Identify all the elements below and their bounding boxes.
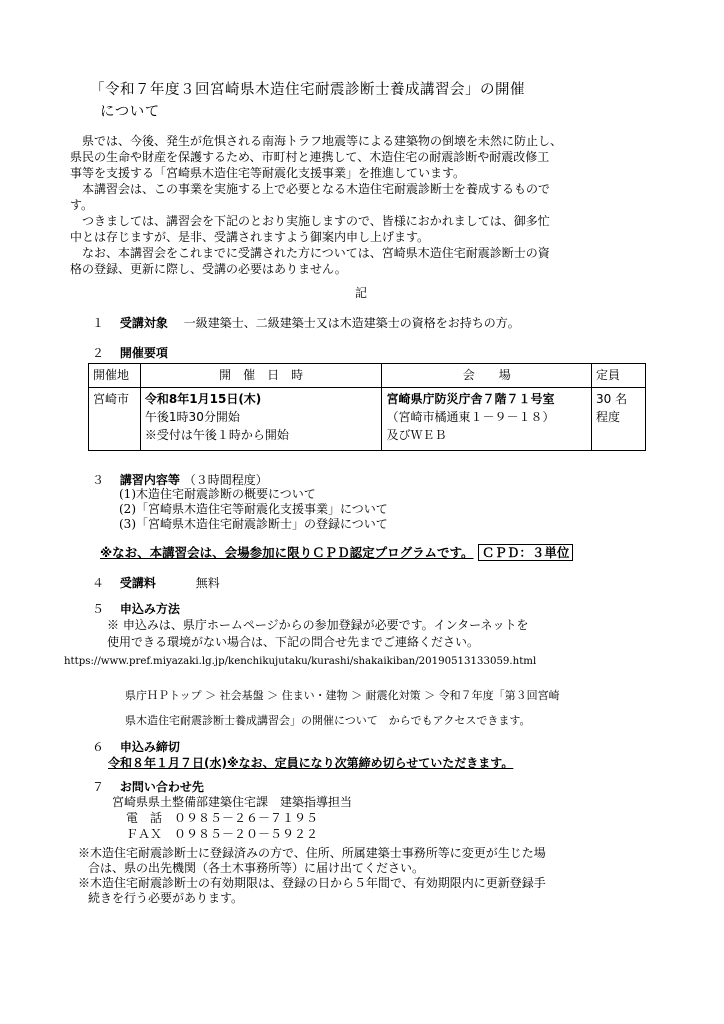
fee-value: 無料 [195,576,220,590]
table-row [89,388,646,451]
section-7 [92,778,204,795]
section-3-duration: （３時間程度） [183,473,268,487]
intro-line: なお、本講習会をこれまでに受講された方については、宮崎県木造住宅耐震診断士の資 [70,246,550,260]
nav-path-line: 県木造住宅耐震診断士養成講習会」の開催について からでもアクセスできます。 [125,714,531,727]
reception-note: ※受付は午後１時から開始 [144,428,289,442]
section-4-number: ４ [92,576,105,590]
section-3-number: ３ [92,473,105,487]
section-4-heading: 受講料 [119,576,156,590]
navigation-path [125,683,560,733]
cell-capacity [592,388,646,451]
section-5-heading: 申込み方法 [119,602,180,616]
section-3-heading: 講習内容等 [119,473,180,487]
section-6 [92,738,180,755]
section-2-number: ２ [92,346,105,360]
section-1 [92,314,520,331]
schedule-table [88,363,646,451]
venue-address: （宮崎市橘通東１－９－１８） [386,410,555,424]
nav-path-line: 県庁ＨＰトップ ＞ 社会基盤 ＞ 住まい・建物 ＞ 耐震化対策 ＞ 令和７年度「第３回宮崎 [125,689,560,702]
intro-line: 県では、今後、発生が危惧される南海トラフ地震等による建築物の倒壊を未然に防止し、 [70,134,563,148]
section-6-heading: 申込み締切 [119,740,180,754]
deadline-text: 令和８年１月７日(水)※なお、定員になり次第締め切らせていただきます。 [108,756,514,770]
intro-line: 格の登録、更新に際し、受講の必要はありません。 [70,262,347,276]
intro-line: 中とは存じますが、是非、受講されますよう御案内申し上げます。 [70,230,430,244]
footnote-line: ※木造住宅耐震診断士の有効期限は、登録の日から５年間で、有効期限内に更新登録手 [78,876,546,890]
section-2 [92,344,168,361]
start-time-text: 午後1時30分開始 [144,410,240,424]
section-3 [92,471,268,488]
capacity-approx: 程度 [596,410,621,424]
instruction-line: ※ 申込みは、県庁ホームページからの参加登録が必要です。インターネットを [107,618,529,632]
ki-marker: 記 [355,286,368,300]
footnote-line: 続きを行う必要があります。 [88,891,244,905]
footnote-line: 合は、県の出先機関（各土木事務所等）に届け出てください。 [88,861,425,875]
section-7-heading: お問い合わせ先 [119,780,204,794]
registration-url-link[interactable]: https://www.pref.miyazaki.lg.jp/kenchikujutaku/kurashi/shakaikiban/20190513133059.html [64,656,537,667]
intro-line: 事等を支援する「宮崎県木造住宅等耐震化支援事業」を推進しています。 [70,166,466,180]
intro-paragraph [70,133,562,277]
cpd-units-badge: ＣＰＤ：３単位 [478,544,574,561]
header-place: 開催地 [89,364,141,388]
footnote-line: ※木造住宅耐震診断士に登録済みの方で、住所、所属建築士事務所等に変更が生じた場 [78,846,546,860]
venue-name: 宮崎県庁防災庁舎７階７１号室 [386,392,555,406]
intro-line: つきましては、講習会を下記のとおり実施しますので、皆様におかれましては、御多忙 [70,214,550,228]
instruction-line: 使用できる環境がない場合は、下記の問合せ先までご連絡ください。 [107,635,480,649]
venue-web: 及びＷＥＢ [386,428,447,442]
section-5 [92,600,180,617]
cell-place: 宮崎市 [89,388,141,451]
cell-venue [382,388,592,451]
section-4 [92,574,220,591]
header-capacity: 定員 [592,364,646,388]
header-datetime: 開 催 日 時 [140,364,382,388]
registration-url-line [64,656,536,667]
section-1-number: １ [92,316,105,330]
section-7-number: ７ [92,780,105,794]
contact-block [112,794,352,842]
intro-line: す。 [70,198,94,212]
page-title-continued: について [100,104,160,120]
contact-department: 宮崎県県土整備部建築住宅課 建築指導担当 [112,795,353,809]
date-text: 令和8年1月15日(木) [144,392,262,406]
section-3-items [119,487,388,532]
application-instructions [107,617,529,651]
cell-datetime [140,388,382,451]
cpd-note-text: ※なお、本講習会は、会場参加に限りＣＰＤ認定プログラムです。 [100,545,474,560]
intro-line: 県民の生命や財産を保護するため、市町村と連携して、木造住宅の耐震診断や耐震改修工 [70,150,550,164]
list-item: (3)「宮崎県木造住宅耐震診断士」の登録について [119,517,388,531]
section-1-text: 一級建築士、二級建築士又は木造建築士の資格をお持ちの方。 [183,316,520,330]
contact-fax: ＦＡＸ ０９８５－２０－５９２２ [126,827,319,841]
list-item: (1)木造住宅耐震診断の概要について [119,487,316,501]
section-2-heading: 開催要項 [119,346,168,360]
cpd-note [100,543,573,561]
contact-phone: 電 話 ０９８５－２６－７１９５ [126,811,319,825]
section-1-heading: 受講対象 [119,316,168,330]
page-title: 「令和７年度３回宮崎県木造住宅耐震診断士養成講習会」の開催 [90,82,525,98]
section-6-number: ６ [92,740,105,754]
list-item: (2)「宮崎県木造住宅等耐震化支援事業」について [119,502,388,516]
intro-line: 本講習会は、この事業を実施する上で必要となる木造住宅耐震診断士を養成するもので [70,182,551,196]
header-venue: 会 場 [382,364,592,388]
table-header-row [89,364,646,388]
capacity-count: 30 名 [596,392,628,406]
section-5-number: ５ [92,602,105,616]
footnotes [78,846,546,906]
